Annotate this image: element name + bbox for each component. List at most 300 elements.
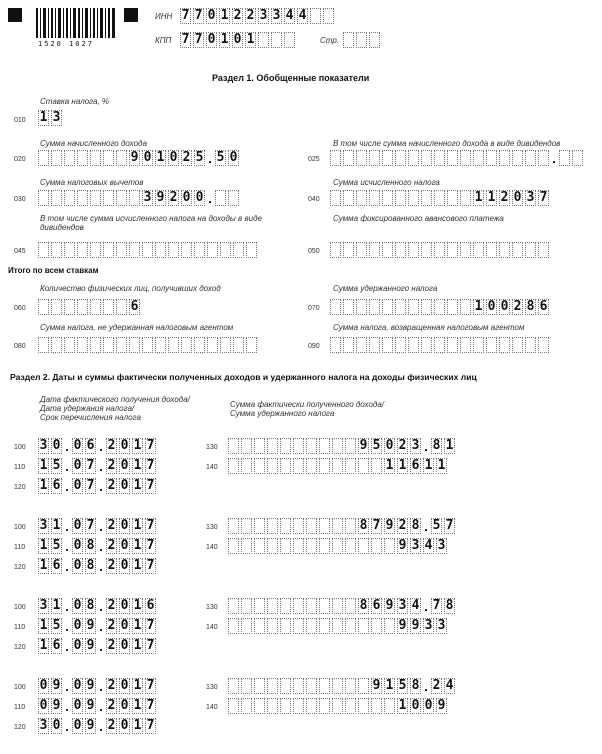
char-cell: 2	[107, 538, 116, 553]
char-cell	[116, 242, 127, 258]
char-cell: 0	[207, 8, 216, 23]
char-cell	[207, 242, 218, 258]
char-cell: 1	[246, 32, 255, 47]
char-cell	[254, 618, 265, 634]
char-cell	[293, 458, 304, 474]
date-110-field[interactable]	[38, 696, 158, 714]
char-cell: 7	[146, 458, 155, 473]
char-cell	[332, 698, 343, 714]
char-cell: 1	[39, 110, 48, 125]
char-cell: 2	[107, 678, 116, 693]
char-cell	[254, 598, 265, 614]
char-cell	[228, 518, 239, 534]
char-cell	[280, 438, 291, 454]
char-cell: 0	[120, 518, 129, 533]
char-cell: 7	[146, 718, 155, 733]
char-cell: 0	[207, 32, 216, 47]
char-cell	[103, 299, 114, 315]
char-cell	[254, 678, 265, 694]
char-cell: 3	[272, 8, 281, 23]
char-cell: 1	[385, 458, 394, 473]
withheld-field[interactable]	[330, 297, 551, 315]
char-cell	[306, 618, 317, 634]
separator-dot: .	[65, 599, 69, 614]
char-cell: 8	[445, 598, 454, 613]
char-cell: 7	[146, 558, 155, 573]
char-cell	[345, 538, 356, 554]
tax-140-field[interactable]	[228, 456, 449, 474]
separator-dot: .	[65, 679, 69, 694]
char-cell	[64, 190, 75, 206]
row-code: 130	[206, 524, 218, 531]
char-cell	[332, 458, 343, 474]
char-cell	[116, 190, 127, 206]
char-cell: 0	[182, 190, 191, 205]
char-cell	[77, 337, 88, 353]
totals-title: Итого по всем ставкам	[8, 266, 99, 275]
char-cell: 2	[107, 558, 116, 573]
char-cell	[319, 438, 330, 454]
char-cell	[371, 698, 382, 714]
char-cell: 0	[39, 698, 48, 713]
char-cell: 1	[39, 558, 48, 573]
char-cell: 1	[52, 598, 61, 613]
char-cell	[421, 299, 432, 315]
char-cell	[293, 678, 304, 694]
char-cell: 2	[398, 518, 407, 533]
char-cell	[512, 242, 523, 258]
date-120-field[interactable]	[38, 716, 158, 734]
char-cell: 3	[411, 538, 420, 553]
char-cell: 1	[39, 638, 48, 653]
char-cell	[358, 618, 369, 634]
char-cell	[90, 337, 101, 353]
char-cell: 7	[445, 518, 454, 533]
char-cell	[77, 242, 88, 258]
char-cell	[293, 518, 304, 534]
char-cell: 7	[146, 478, 155, 493]
row-code: 110	[14, 464, 26, 471]
tax-140-field[interactable]	[228, 536, 449, 554]
char-cell: 2	[432, 678, 441, 693]
char-cell	[310, 8, 321, 24]
char-cell: 0	[73, 518, 82, 533]
row-code: 110	[14, 704, 26, 711]
char-cell	[538, 150, 549, 166]
char-cell: 3	[39, 518, 48, 533]
char-cell	[64, 150, 75, 166]
separator-dot: .	[552, 151, 556, 166]
char-cell	[319, 598, 330, 614]
char-cell	[538, 242, 549, 258]
char-cell	[306, 438, 317, 454]
char-cell: 2	[500, 190, 509, 205]
char-cell	[538, 337, 549, 353]
separator-dot: .	[424, 439, 428, 454]
income-130-field[interactable]	[228, 676, 457, 694]
char-cell: 1	[39, 618, 48, 633]
date-100-field[interactable]	[38, 676, 158, 694]
char-cell	[382, 337, 393, 353]
char-cell	[319, 538, 330, 554]
char-cell: 0	[513, 190, 522, 205]
returned-field[interactable]	[330, 335, 551, 353]
char-cell	[473, 242, 484, 258]
char-cell	[356, 190, 367, 206]
char-cell: 9	[398, 618, 407, 633]
char-cell	[499, 150, 510, 166]
char-cell	[51, 337, 62, 353]
char-cell: 0	[120, 538, 129, 553]
char-cell: 0	[233, 32, 242, 47]
char-cell	[395, 337, 406, 353]
char-cell	[90, 299, 101, 315]
char-cell: 8	[411, 518, 420, 533]
char-cell	[572, 150, 583, 166]
char-cell	[434, 337, 445, 353]
char-cell	[293, 438, 304, 454]
row-code: 100	[14, 604, 26, 611]
page-field[interactable]	[343, 30, 382, 48]
char-cell	[447, 337, 458, 353]
char-cell: 2	[107, 598, 116, 613]
char-cell: 0	[73, 538, 82, 553]
dividends-label: В том числе сумма начисленного дохода в виде дивидендов	[333, 139, 561, 148]
code-025: 025	[308, 156, 320, 163]
char-cell	[90, 242, 101, 258]
char-cell: 1	[52, 518, 61, 533]
char-cell	[280, 538, 291, 554]
char-cell	[460, 242, 471, 258]
char-cell	[434, 242, 445, 258]
char-cell: 9	[86, 618, 95, 633]
row-code: 140	[206, 464, 218, 471]
char-cell: 4	[424, 538, 433, 553]
income-130-field[interactable]	[228, 436, 457, 454]
char-cell: 0	[120, 698, 129, 713]
code-080: 080	[14, 343, 26, 350]
page-label: Стр.	[320, 36, 340, 45]
rate-label: Ставка налога, %	[40, 97, 110, 106]
char-cell: 7	[539, 190, 548, 205]
char-cell	[319, 458, 330, 474]
char-cell	[384, 538, 395, 554]
char-cell	[345, 518, 356, 534]
char-cell	[395, 299, 406, 315]
char-cell	[319, 678, 330, 694]
returned-label: Сумма налога, возвращенная налоговым агентом	[333, 323, 525, 332]
char-cell: 5	[52, 618, 61, 633]
char-cell	[343, 32, 354, 48]
char-cell	[525, 150, 536, 166]
char-cell: 7	[86, 518, 95, 533]
tax-calc-field[interactable]	[330, 188, 551, 206]
code-010: 010	[14, 117, 26, 124]
date-110-field[interactable]	[38, 456, 158, 474]
char-cell	[356, 337, 367, 353]
char-cell	[369, 32, 380, 48]
char-cell: 3	[39, 438, 48, 453]
char-cell	[447, 299, 458, 315]
char-cell: 3	[526, 190, 535, 205]
char-cell	[103, 150, 114, 166]
char-cell	[343, 242, 354, 258]
row-code: 120	[14, 644, 26, 651]
date-120-field[interactable]	[38, 636, 158, 654]
barcode-number: 1520 1027	[38, 40, 94, 48]
char-cell	[306, 538, 317, 554]
char-cell	[51, 299, 62, 315]
inn-label: ИНН	[155, 12, 173, 21]
char-cell: 7	[86, 458, 95, 473]
date-100-field[interactable]	[38, 516, 158, 534]
char-cell	[434, 190, 445, 206]
char-cell: 0	[169, 150, 178, 165]
separator-dot: .	[424, 679, 428, 694]
char-cell: 6	[52, 478, 61, 493]
char-cell	[233, 242, 244, 258]
char-cell: 9	[385, 598, 394, 613]
char-cell	[254, 458, 265, 474]
char-cell: 0	[39, 678, 48, 693]
char-cell: 9	[86, 638, 95, 653]
not-withheld-label: Сумма налога, не удержанная налоговым агентом	[40, 323, 234, 332]
dividends-field[interactable]	[330, 148, 585, 166]
char-cell	[473, 150, 484, 166]
char-cell: 2	[169, 190, 178, 205]
char-cell	[116, 150, 127, 166]
char-cell: 1	[133, 478, 142, 493]
char-cell: 2	[233, 8, 242, 23]
not-withheld-field[interactable]	[38, 335, 259, 353]
separator-dot: .	[99, 599, 103, 614]
char-cell: 4	[411, 598, 420, 613]
char-cell: 0	[120, 438, 129, 453]
char-cell: 7	[181, 32, 190, 47]
section1-title: Раздел 1. Обобщенные показатели	[212, 73, 370, 83]
char-cell: 9	[130, 150, 139, 165]
code-020: 020	[14, 156, 26, 163]
char-cell: 9	[52, 698, 61, 713]
char-cell	[460, 150, 471, 166]
row-code: 120	[14, 724, 26, 731]
barcode-icon	[36, 8, 116, 38]
char-cell: 0	[52, 718, 61, 733]
char-cell	[271, 32, 282, 48]
char-cell: 0	[487, 299, 496, 314]
char-cell	[51, 242, 62, 258]
char-cell	[434, 299, 445, 315]
income-label: Сумма начисленного дохода	[40, 139, 147, 148]
char-cell: 1	[220, 32, 229, 47]
advance-field[interactable]	[330, 240, 551, 258]
char-cell: 1	[133, 638, 142, 653]
char-cell	[369, 150, 380, 166]
char-cell: 3	[437, 538, 446, 553]
tax-140-field[interactable]	[228, 616, 449, 634]
date-120-field[interactable]	[38, 476, 158, 494]
char-cell: 1	[133, 678, 142, 693]
char-cell: 6	[372, 598, 381, 613]
separator-dot: .	[65, 439, 69, 454]
char-cell	[319, 698, 330, 714]
char-cell: 0	[73, 698, 82, 713]
char-cell	[332, 538, 343, 554]
separator-dot: .	[99, 619, 103, 634]
date-120-field[interactable]	[38, 556, 158, 574]
char-cell: 2	[246, 8, 255, 23]
char-cell	[267, 678, 278, 694]
char-cell	[116, 337, 127, 353]
char-cell	[369, 299, 380, 315]
char-cell	[330, 242, 341, 258]
separator-dot: .	[424, 599, 428, 614]
char-cell: 0	[424, 698, 433, 713]
row-code: 100	[14, 524, 26, 531]
char-cell	[181, 337, 192, 353]
char-cell: 1	[133, 718, 142, 733]
char-cell	[343, 190, 354, 206]
date-110-field[interactable]	[38, 536, 158, 554]
char-cell	[332, 618, 343, 634]
char-cell: 2	[513, 299, 522, 314]
char-cell	[306, 458, 317, 474]
tax-div-field[interactable]	[38, 240, 259, 258]
char-cell	[323, 8, 334, 24]
char-cell	[293, 598, 304, 614]
char-cell	[306, 678, 317, 694]
char-cell: 6	[539, 299, 548, 314]
char-cell: 1	[133, 618, 142, 633]
char-cell	[382, 242, 393, 258]
persons-field[interactable]	[38, 297, 142, 315]
deductions-field[interactable]	[38, 188, 241, 206]
kpp-field[interactable]	[180, 30, 297, 48]
char-cell	[38, 337, 49, 353]
char-cell	[77, 190, 88, 206]
char-cell	[345, 618, 356, 634]
char-cell: 7	[146, 538, 155, 553]
row-code: 110	[14, 624, 26, 631]
char-cell	[64, 337, 75, 353]
char-cell: 0	[229, 150, 238, 165]
char-cell	[77, 299, 88, 315]
date-100-field[interactable]	[38, 436, 158, 454]
row-code: 130	[206, 684, 218, 691]
separator-dot: .	[65, 459, 69, 474]
char-cell	[241, 438, 252, 454]
s2-right-label-1: Сумма фактически полученного дохода/	[230, 400, 385, 409]
tax-div-label: В том числе сумма исчисленного налога на доходы в виде дивидендов	[40, 214, 262, 232]
char-cell: 0	[52, 438, 61, 453]
row-code: 140	[206, 624, 218, 631]
char-cell: 8	[86, 558, 95, 573]
char-cell	[129, 242, 140, 258]
char-cell: 2	[182, 150, 191, 165]
char-cell	[369, 190, 380, 206]
separator-dot: .	[208, 151, 212, 166]
char-cell	[194, 242, 205, 258]
char-cell	[306, 598, 317, 614]
char-cell	[356, 242, 367, 258]
char-cell	[280, 678, 291, 694]
char-cell	[241, 698, 252, 714]
char-cell	[306, 698, 317, 714]
char-cell	[343, 150, 354, 166]
income-130-field[interactable]	[228, 516, 457, 534]
char-cell	[421, 150, 432, 166]
char-cell: 0	[73, 478, 82, 493]
char-cell: 3	[143, 190, 152, 205]
char-cell: 9	[86, 678, 95, 693]
char-cell: 1	[385, 678, 394, 693]
separator-dot: .	[65, 559, 69, 574]
withheld-label: Сумма удержанного налога	[333, 284, 438, 293]
char-cell: 3	[411, 438, 420, 453]
inn-field[interactable]	[180, 6, 336, 24]
char-cell	[267, 598, 278, 614]
char-cell	[64, 242, 75, 258]
date-100-field[interactable]	[38, 596, 158, 614]
char-cell: 1	[474, 299, 483, 314]
char-cell: 9	[437, 698, 446, 713]
char-cell: 5	[432, 518, 441, 533]
char-cell: 7	[194, 8, 203, 23]
char-cell	[103, 190, 114, 206]
char-cell	[267, 458, 278, 474]
char-cell	[215, 190, 226, 206]
char-cell	[319, 618, 330, 634]
s2-left-label-2: Дата удержания налога/	[40, 404, 135, 413]
char-cell: 8	[359, 518, 368, 533]
char-cell	[246, 337, 257, 353]
char-cell: 0	[120, 478, 129, 493]
char-cell: 2	[107, 698, 116, 713]
char-cell: 0	[143, 150, 152, 165]
char-cell	[332, 518, 343, 534]
rate-field[interactable]	[38, 108, 64, 126]
char-cell	[434, 150, 445, 166]
char-cell	[267, 698, 278, 714]
char-cell	[330, 150, 341, 166]
char-cell: 7	[146, 518, 155, 533]
income-130-field[interactable]	[228, 596, 457, 614]
char-cell	[512, 150, 523, 166]
char-cell	[447, 150, 458, 166]
char-cell	[228, 678, 239, 694]
income-field[interactable]	[38, 148, 241, 166]
char-cell	[284, 32, 295, 48]
char-cell: 5	[52, 458, 61, 473]
date-110-field[interactable]	[38, 616, 158, 634]
char-cell	[280, 518, 291, 534]
separator-dot: .	[65, 619, 69, 634]
char-cell: 1	[133, 598, 142, 613]
char-cell	[330, 337, 341, 353]
char-cell	[345, 598, 356, 614]
tax-140-field[interactable]	[228, 696, 449, 714]
char-cell	[371, 618, 382, 634]
char-cell: 5	[52, 538, 61, 553]
char-cell	[90, 150, 101, 166]
char-cell	[51, 190, 62, 206]
char-cell	[254, 538, 265, 554]
char-cell: 1	[133, 698, 142, 713]
char-cell	[38, 242, 49, 258]
char-cell	[241, 538, 252, 554]
char-cell: 7	[146, 678, 155, 693]
char-cell	[293, 538, 304, 554]
